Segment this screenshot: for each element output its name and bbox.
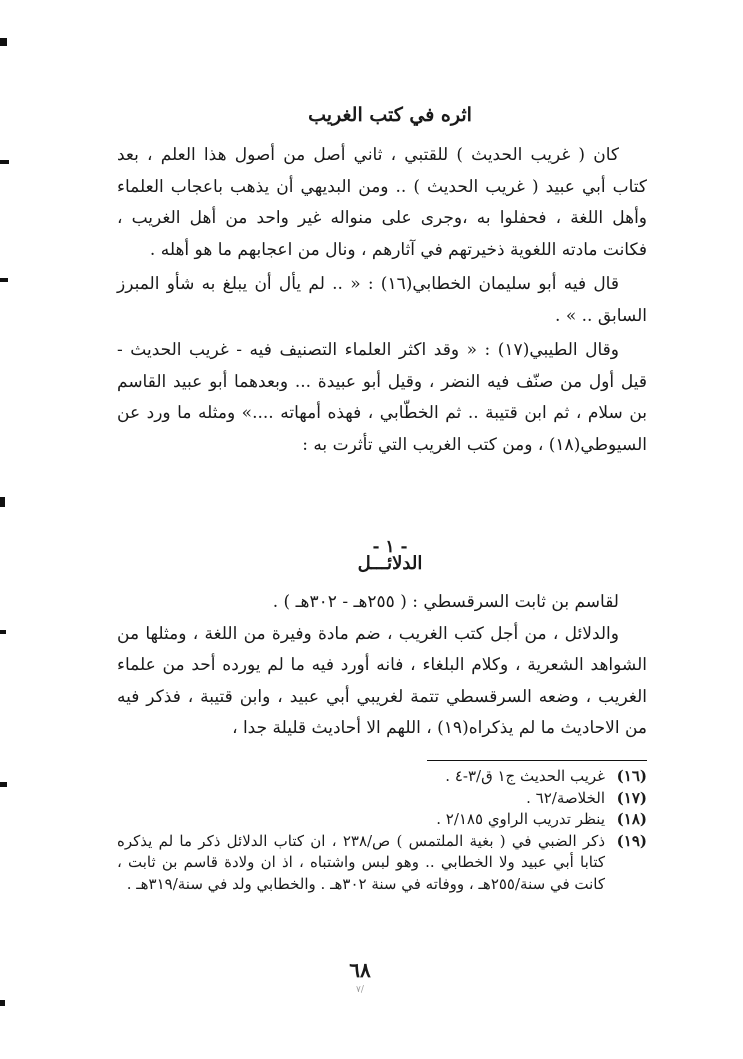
faint-mark: ٧/ <box>356 985 364 995</box>
paragraph: قال فيه أبو سليمان الخطابي(١٦) : « .. لم يأل أن يبلغ به شأو المبرز السابق .. » . <box>117 274 647 326</box>
footnote-number: (١٨) <box>616 810 647 828</box>
footnote-divider <box>427 760 647 761</box>
footnote-text: غريب الحديث ج١ ق/٣-٤ . <box>445 767 605 785</box>
footnote <box>117 831 647 896</box>
running-title: اثره في كتب الغريب <box>308 104 472 126</box>
scan-edge-mark <box>0 630 6 634</box>
scan-edge-mark <box>0 38 7 46</box>
footnote-number: (١٦) <box>616 767 647 785</box>
footnote <box>117 788 647 810</box>
footnote-text: ذكر الضبي في ( بغية الملتمس ) ص/٢٣٨ ، ان كتاب الدلائل ذكر ما لم يذكره كتابا أبي عبيد ولا الخطابي .. وهو لبس واشتباه ، اذ ان ولادة قاسم بن ثابت ، كانت في سنة/٢٥٥هـ ، ووفاته في سنة ٣٠٢هـ . والخطابي ولد في سنة/٣١٩هـ . <box>117 831 605 893</box>
scan-edge-mark <box>0 160 9 164</box>
paragraph: والدلائل ، من أجل كتب الغريب ، ضم مادة وفيرة من اللغة ، ومثلها من الشواهد الشعرية ، وكلام البلغاء ، فانه أورد فيه ما لم يورده أحد من علماء الغريب ، وضعه السرقسطي تتمة لغريبي أبي عبيد ، وابن قتيبة ، فذكر فيه من الاحاديث ما لم يذكراه(١٩) ، اللهم الا أحاديث قليلة جدا ، <box>117 623 647 738</box>
footnote-number: (١٩) <box>616 831 647 850</box>
scan-edge-mark <box>0 278 8 282</box>
intro-text <box>117 140 647 461</box>
scan-edge-mark <box>0 782 7 787</box>
paragraph: لقاسم بن ثابت السرقسطي : ( ٢٥٥هـ - ٣٠٢هـ ) . <box>272 592 619 612</box>
footnote-text: الخلاصة/٦٢ . <box>526 788 605 807</box>
section-number: - ١ - <box>372 537 408 557</box>
page-number: ٦٨ <box>349 958 371 982</box>
scan-edge-mark <box>0 1000 5 1006</box>
paragraph: وقال الطيبي(١٧) : « وقد اكثر العلماء التصنيف فيه - غريب الحديث - قيل أول من صنّف فيه النضر ، وقيل أبو عبيدة ... وبعدهما أبو عبيد القاسم بن سلام ، ثم ابن قتيبة .. ثم الخطّابي ، فهذه أمهاته ....» ومثله ما ورد عن السيوطي(١٨) ، ومن كتب الغريب التي تأثرت به : <box>117 340 647 455</box>
footnote <box>117 809 647 831</box>
footnote <box>117 766 647 788</box>
paragraph: كان ( غريب الحديث ) للقتبي ، ثاني أصل من أصول هذا العلم ، بعد كتاب أبي عبيد ( غريب الحديث ) .. ومن البديهي أن يذهب باعجاب العلماء وأهل اللغة ، فحفلوا به ،وجرى على منواله غير واحد من أهل الغريب ، فكانت مادته اللغوية ذخيرتهم في آثارهم ، ونال من اعجابهم ما هو أهله . <box>117 145 647 260</box>
section-text <box>117 587 647 745</box>
footnote-number: (١٧) <box>616 788 647 807</box>
section-title: الدلائـــل <box>357 553 423 574</box>
footnotes <box>117 766 647 895</box>
scan-edge-mark <box>0 497 5 507</box>
footnote-text: ينظر تدريب الراوي ٢/١٨٥ . <box>436 810 605 828</box>
